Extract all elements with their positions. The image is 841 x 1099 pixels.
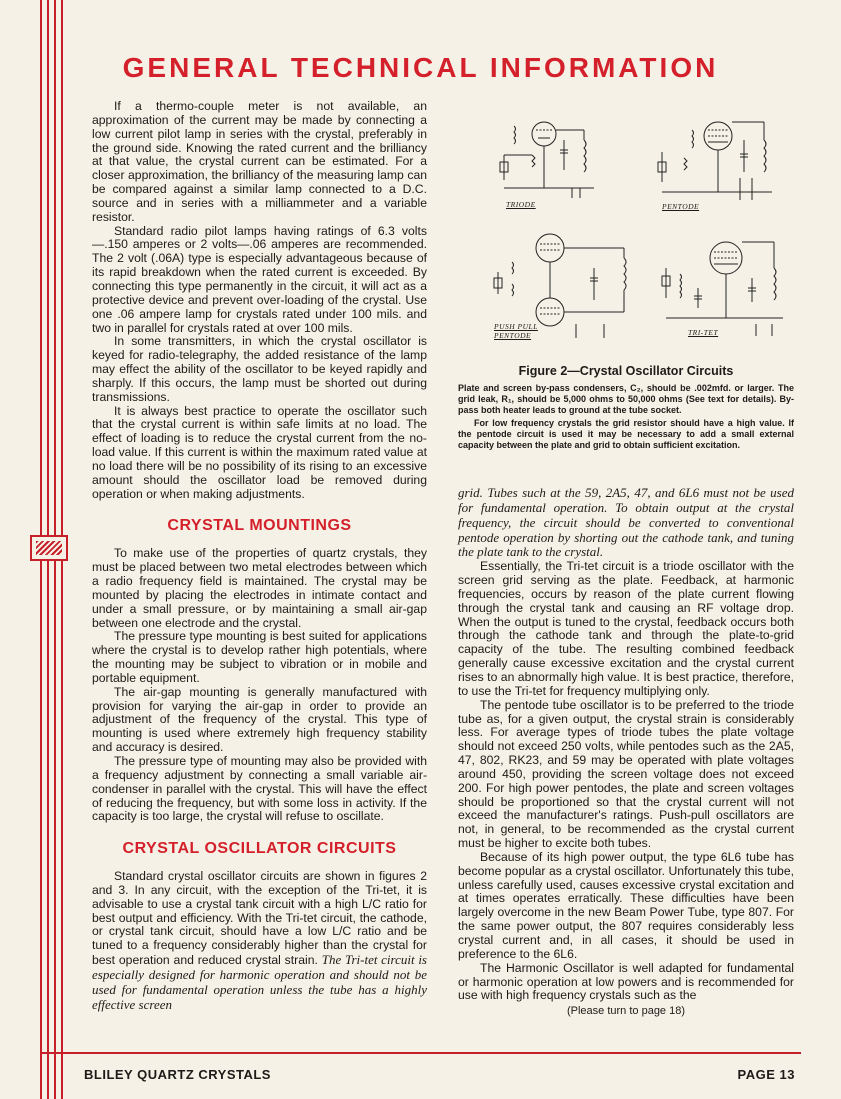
turn-page-note: (Please turn to page 18)	[566, 1005, 686, 1018]
footer-publication: BLILEY QUARTZ CRYSTALS	[84, 1067, 271, 1082]
figure-note-bypass: Plate and screen by-pass condensers, C₂, should be .002mfd. or larger. The grid leak, R₁, should be 5,000 ohms to 50,000 ohms (See text for details). By-pass both heater leads to ground at the tube socket.	[458, 383, 794, 415]
paragraph-mountings-1: To make use of the properties of quartz crystals, they must be placed between two metal electrodes between which a radio frequency field is maintained. The crystal may be mounted by placing the electrodes in intimate contact and under a small pressure, or by maintaining a small air-gap between one electrode and the crystal.	[92, 546, 427, 630]
paragraph-oscillator-plain: Standard crystal oscillator circuits are shown in figures 2 and 3. In any circuit, with the exception of the Tri-tet, it is advisable to use a crystal tank circuit with a high L/C ratio for best output and efficiency. With the Tri-tet circuit, the cathode, or crystal tank circuit, should have a low L/C ratio and be tuned to a frequency considerably higher than the crystal for best operation and reduced crystal strain.	[92, 869, 427, 968]
paragraph-oscillator-italic: The Tri-tet circuit is especially designed for harmonic operation and should not be used for fundamental operation unless the tube has a highly effective screen	[92, 952, 427, 1012]
heading-oscillator-circuits: CRYSTAL OSCILLATOR CIRCUITS	[122, 840, 397, 858]
paragraph-6l6: Because of its high power output, the type 6L6 tube has become popular as a crystal oscillator. Unfortunately this tube, unless carefully used, causes excessive crystal excitation and at times operates erratically. These difficulties have been largely overcome in the new Beam Power Tube, type 807. For the same power output, the 807 requires considerably less crystal current and, in all cases, it should be used in preference to the 6L6.	[458, 849, 794, 961]
paragraph-oscillator-circuits	[92, 870, 427, 1012]
page-title: GENERAL TECHNICAL INFORMATION	[122, 52, 719, 83]
left-column	[92, 100, 427, 1012]
paragraph-keyed-transmitters: In some transmitters, in which the crystal oscillator is keyed for radio-telegraphy, the added resistance of the lamp may effect the ability of the oscillator to be keyed rapidly and sharply. If this occurs, the lamp must be shorted out during transmissions.	[92, 334, 427, 404]
paragraph-mountings-4: The pressure type of mounting may also be provided with a frequency adjustment by connecting a small variable air-condenser in parallel with the crystal. This will have the effect of reducing the frequency, but with some loss in activity. If the capacity is too large, the crystal will refuse to oscillate.	[92, 753, 427, 824]
paragraph-pentode: The pentode tube oscillator is to be preferred to the triode tube as, for a given output, the crystal strain is considerably less. For average types of triode tubes the plate voltage should not exceed 250 volts, while pentodes such as the 2A5, 47, 802, RK23, and 59 may be operated with plate voltages around 450, providing the screen voltage does not exceed 200. For high power pentodes, the plate and screen voltages should be proportioned so that the crystal current will not exceed the manufacturer's ratings. Push-pull oscillators are not, in general, to be recommended as the crystal current must be higher to excite both tubes.	[458, 697, 794, 851]
continuation-italic-text: grid. Tubes such at the 59, 2A5, 47, and 6L6 must not be used for fundamental operation. To obtain output at the crystal frequency, the circuit should be converted to conventional pentode operation by shorting out the cathode tank, and tuning the plate tank to the crystal.	[458, 485, 794, 560]
label-push-pull-2: PENTODE	[494, 331, 532, 340]
paragraph-pilot-lamps: Standard radio pilot lamps having ratings of 6.3 volts —.150 amperes or 2 volts—.06 amperes are recommended. The 2 volt (.06A) type is especially advantageous because of its rapid breakdown when the rated current is exceeded. By connecting this type permanently in the circuit, it will act as a protective device and prevent over-loading of the crystal. Use one .06 ampere lamp for crystals rated under 100 mils. and two in parallel for crystals rated at over 100 mils.	[92, 223, 427, 335]
figure-notes	[458, 383, 794, 453]
right-column	[458, 486, 794, 1019]
paragraph-tritet: Essentially, the Tri-tet circuit is a triode oscillator with the screen grid serving as the plate. Feedback, at harmonic frequencies, occurs by reason of the plate current flowing through the crystal tank and causing an RF voltage drop. When the output is tuned to the crystal, feedback occurs both through the cathode tank and through the plate-to-grid capacity of the tube. The resulting combined feedback generally cause excessive excitation and the crystal current rises to an abnormally high value. It is best practice, therefore, to use the Tri-tet for frequency multiplying only.	[458, 559, 794, 698]
paragraph-no-load: It is always best practice to operate the oscillator such that the crystal current is within safe limits at no load. The effect of loading is to reduce the crystal current from the no-load value. If this current is within the maximum rated value at no load there will be no possibility of its rising to an excessive amount should the oscillator load be removed during operation or when making adjustments.	[92, 403, 427, 501]
figure-caption: Figure 2—Crystal Oscillator Circuits	[518, 364, 734, 378]
label-push-pull-1: PUSH PULL	[494, 322, 538, 331]
paragraph-mountings-3: The air-gap mounting is generally manufactured with provision for varying the air-gap in order to provide an adjustment of the frequency of the crystal. This type of mounting is used where extremely high frequency stability and accuracy is desired.	[92, 684, 427, 755]
heading-crystal-mountings: CRYSTAL MOUNTINGS	[167, 517, 352, 535]
label-tri-tet: TRI-TET	[688, 328, 719, 337]
label-pentode: PENTODE	[662, 202, 700, 211]
paragraph-continuation-italic	[458, 486, 794, 560]
figure-note-low-frequency: For low frequency crystals the grid resistor should have a high value. If the pentode circuit is used it may be necessary to add a small external capacity between the plate and grid to obtain sufficient excitation.	[458, 418, 794, 450]
bottom-rule	[40, 1052, 801, 1054]
schematic-pentode	[640, 112, 780, 212]
label-triode: TRIODE	[506, 200, 536, 209]
paragraph-thermocouple: If a thermo-couple meter is not available, an approximation of the current may be made by connecting a low current pilot lamp in series with the crystal, preferably in the ground side. Knowing the rated current and the brilliancy at that value, the crystal current can be estimated. For a closer approximation, the brilliancy of the measuring lamp can be compared against a similar lamp connected to a D.C. source and in series with a milliammeter and a variable resistor.	[92, 99, 427, 224]
striped-badge-icon	[30, 535, 68, 561]
schematic-tri-tet	[648, 228, 793, 346]
paragraph-mountings-2: The pressure type mounting is best suited for applications where the crystal is to develop rather high potentials, where the mounting may be subject to vibration or in mobile and portable equipment.	[92, 629, 427, 685]
schematic-triode	[474, 110, 604, 210]
schematic-push-pull-pentode	[474, 228, 644, 346]
paragraph-harmonic: The Harmonic Oscillator is well adapted for fundamental or harmonic operation at low powers and is recommended for use with high frequency crystals such as the	[458, 960, 794, 1003]
footer-page-number: PAGE 13	[737, 1067, 795, 1082]
